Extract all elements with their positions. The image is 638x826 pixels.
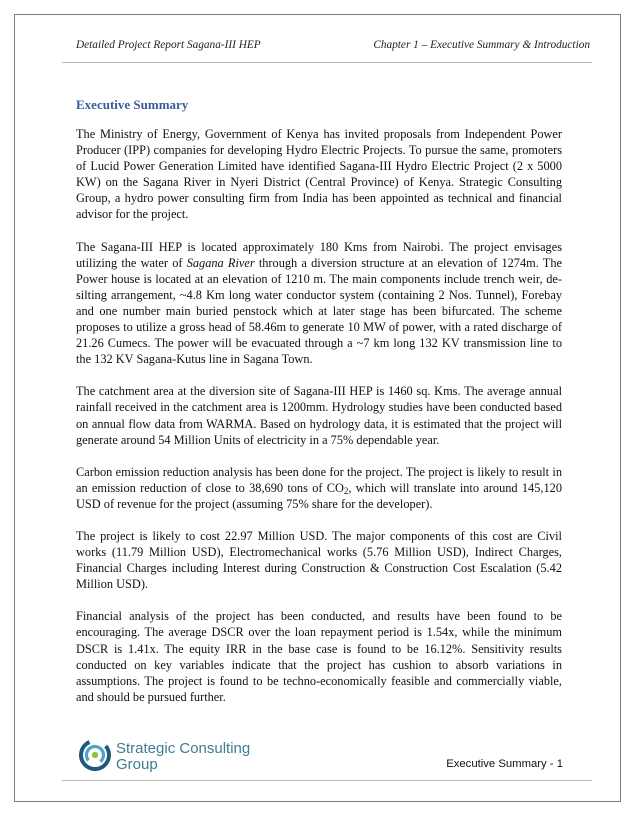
- header-divider: [62, 62, 592, 63]
- company-logo: [78, 738, 278, 778]
- paragraph-cost: The project is likely to cost 22.97 Million USD. The major components of this cost are Civil works (11.79 Million USD), Electromechanical works (5.76 Million USD), Indirect Charges, Financial Charges including Interest during Construction & Construction Cost Escalation (5.42 Million USD).: [76, 528, 562, 592]
- logo-line-1: Strategic Consulting: [116, 740, 251, 757]
- river-name: Sagana River: [186, 255, 255, 270]
- paragraph-hydrology: The catchment area at the diversion site of Sagana-III HEP is 1460 sq. Kms. The average annual rainfall received in the catchment area is 1200mm. Hydrology studies have been conducted based on annual flow data from WARMA. Based on hydrology data, it is estimated that the project will generate around 54 Million Units of electricity in a 75% dependable year.: [76, 384, 562, 447]
- section-title: Executive Summary: [76, 97, 189, 112]
- page-number: Executive Summary - 1: [446, 758, 563, 770]
- co2-subscript: 2: [343, 485, 349, 496]
- header-report-title: Detailed Project Report Sagana-III HEP: [76, 39, 261, 51]
- footer-divider: [62, 780, 592, 781]
- logo-line-2: Group: [116, 756, 158, 773]
- paragraph-carbon-text-a: Carbon emission reduction analysis has been done for the project. The project is likely to result in an emission reduction of close to 38,690 tons of CO: [76, 464, 562, 495]
- paragraph-location-text-a: The Sagana-III HEP is located approximately 180 Kms from Nairobi. The project envisages utilizing the water of: [76, 239, 562, 270]
- logo-wordmark: [116, 741, 250, 773]
- paragraph-financial: Financial analysis of the project has been conducted, and results have been found to be encouraging. The average DSCR over the loan repayment period is 1.54x, while the minimum DSCR is 1.41x. The equity IRR in the base case is found to be 16.12%. Sensitivity results conducted on key variables indicate that the project has cushion to absorb variations in assumptions. The project is found to be techno-economically feasible and commercially viable, and should be pursued further.: [76, 609, 562, 704]
- paragraph-intro: The Ministry of Energy, Government of Kenya has invited proposals from Independent Power Producer (IPP) companies for developing Hydro Electric Projects. To pursue the same, promoters of Lucid Power Generation Limited have identified Sagana-III Hydro Electric Project (2 x 5000 KW) on the Sagana River in Nyeri District (Central Province) of Kenya. Strategic Consulting Group, a hydro power consulting firm from India has been appointed as technical and financial advisor for the project.: [76, 127, 562, 222]
- paragraph-carbon-text-b: , which will translate into around 145,120 USD of revenue for the project (assuming 75% share for the developer).: [76, 480, 562, 511]
- header-chapter-title: Chapter 1 – Executive Summary & Introduction: [373, 39, 590, 51]
- paragraph-carbon: [76, 464, 562, 512]
- document-body: [76, 126, 562, 721]
- logo-swirl-icon: [78, 738, 112, 772]
- paragraph-location-text-b: through a diversion structure at an elevation of 1274m. The Power house is located at an elevation of 1210 m. The main components include trench weir, de-silting arrangement, ~4.8 Km long water conductor system (containing 2 Nos. Tunnel), Forebay and one number main buried penstock which at later stage has been bifurcated. The scheme proposes to utilize a gross head of 58.46m to generate 10 MW of power, with a rated discharge of 21.26 Cumecs. The power will be evacuated through a ~7 km long 132 KV transmission line to the 132 KV Sagana-Kutus line in Sagana Town.: [76, 255, 562, 367]
- paragraph-location: [76, 239, 562, 368]
